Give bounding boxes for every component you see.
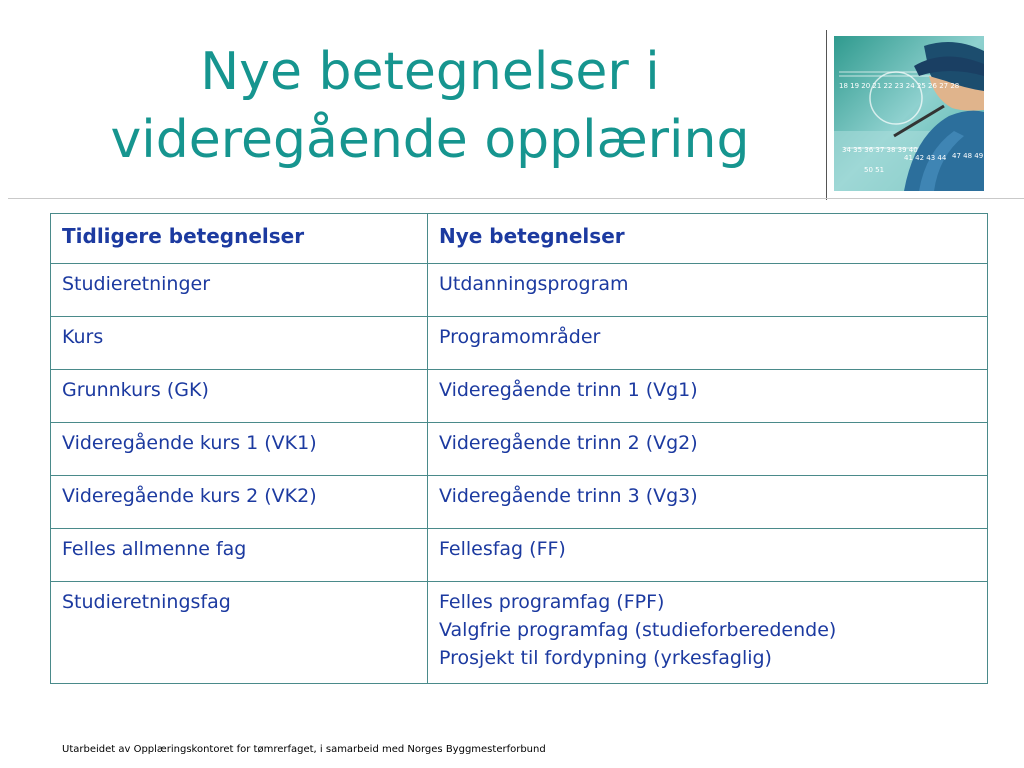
table-row <box>51 476 988 529</box>
footer-credit: Utarbeidet av Opplæringskontoret for tømrerfaget, i samarbeid med Norges Byggmesterforbund <box>62 744 546 755</box>
new-term-cell: Fellesfag (FF) <box>428 529 988 582</box>
header-new-terms: Nye betegnelser <box>428 214 988 264</box>
table-row <box>51 317 988 370</box>
slide-title <box>40 38 820 174</box>
vertical-divider <box>826 30 827 200</box>
photo-numbers-row4: 47 48 49 <box>952 152 984 160</box>
old-term-cell: Studieretninger <box>51 264 428 317</box>
old-term-cell: Videregående kurs 2 (VK2) <box>51 476 428 529</box>
old-term-cell: Videregående kurs 1 (VK1) <box>51 423 428 476</box>
photo-numbers-row2: 34 35 36 37 38 39 40 <box>842 146 918 154</box>
header-old-terms: Tidligere betegnelser <box>51 214 428 264</box>
table-row <box>51 370 988 423</box>
old-term-cell: Grunnkurs (GK) <box>51 370 428 423</box>
photo-numbers-row3: 41 42 43 44 <box>904 154 947 162</box>
new-term-line: Prosjekt til fordypning (yrkesfaglig) <box>439 647 772 669</box>
new-term-cell: Utdanningsprogram <box>428 264 988 317</box>
photo-illustration-icon <box>834 36 984 191</box>
new-term-cell: Videregående trinn 2 (Vg2) <box>428 423 988 476</box>
horizontal-divider <box>8 198 1024 199</box>
new-term-cell <box>428 582 988 684</box>
slide-title-line-2: videregående opplæring <box>110 110 750 170</box>
new-term-line: Valgfrie programfag (studieforberedende) <box>439 619 837 641</box>
table-row <box>51 582 988 684</box>
table-row <box>51 529 988 582</box>
header-photo <box>834 36 984 191</box>
old-term-cell: Kurs <box>51 317 428 370</box>
new-term-line: Felles programfag (FPF) <box>439 591 665 613</box>
table-row <box>51 423 988 476</box>
table-header-row <box>51 214 988 264</box>
new-term-cell: Videregående trinn 3 (Vg3) <box>428 476 988 529</box>
old-term-cell: Felles allmenne fag <box>51 529 428 582</box>
table-row <box>51 264 988 317</box>
photo-numbers-row1: 18 19 20 21 22 23 24 25 26 27 28 <box>839 82 960 90</box>
slide-title-line-1: Nye betegnelser i <box>200 42 660 102</box>
terminology-table <box>50 213 988 684</box>
photo-numbers-row5: 50 51 <box>864 166 885 174</box>
old-term-cell: Studieretningsfag <box>51 582 428 684</box>
new-term-cell: Programområder <box>428 317 988 370</box>
new-term-cell: Videregående trinn 1 (Vg1) <box>428 370 988 423</box>
